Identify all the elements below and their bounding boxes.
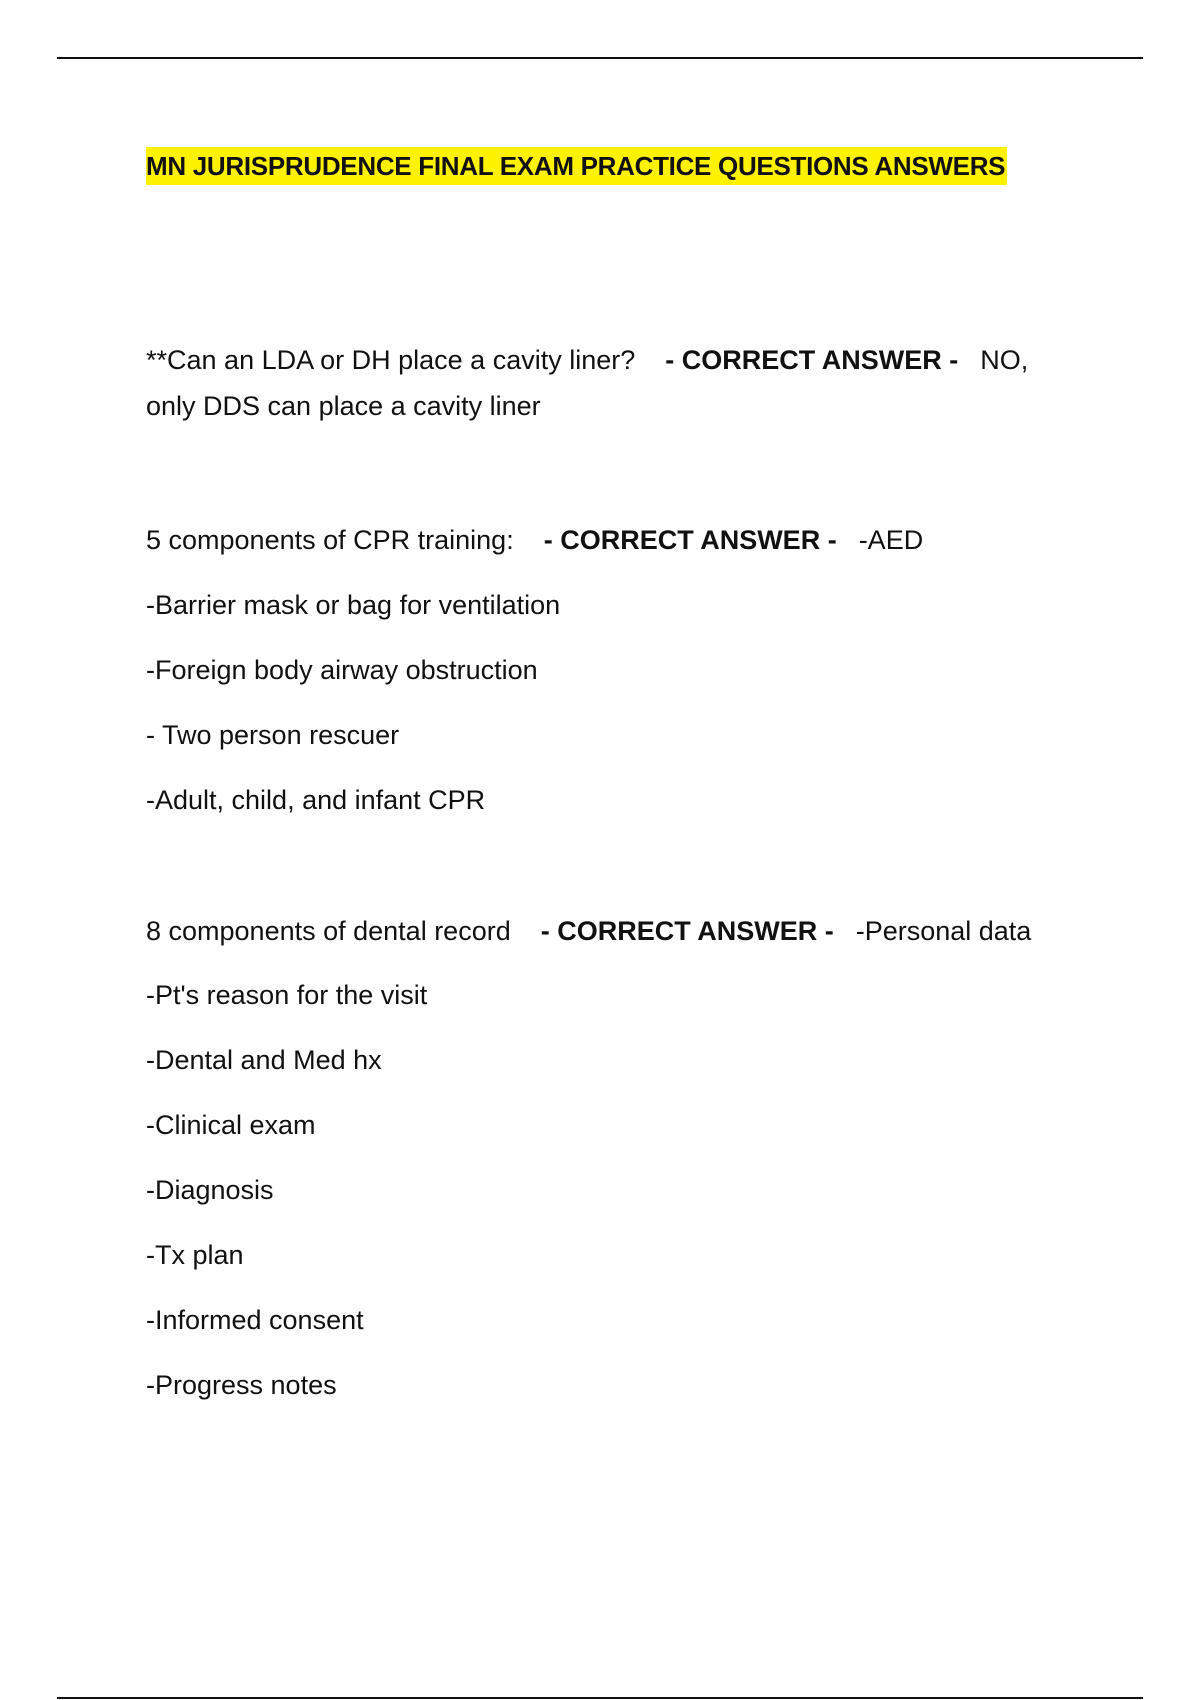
answer-list-item: -Barrier mask or bag for ventilation (146, 590, 561, 620)
answer-continuation: only DDS can place a cavity liner (146, 391, 541, 421)
answer-list-item: -Dental and Med hx (146, 1045, 382, 1075)
answer-list-item: -Informed consent (146, 1305, 364, 1335)
answer-list-item: -Diagnosis (146, 1175, 274, 1205)
qa-item-cavity-liner (146, 337, 1096, 429)
answer-list-item: -Foreign body airway obstruction (146, 655, 538, 685)
answer-list-item: -Clinical exam (146, 1110, 316, 1140)
question-line (146, 337, 1096, 383)
question-text: 8 components of dental record (146, 916, 511, 946)
question-line (146, 517, 1096, 582)
answer-list-item: -Pt's reason for the visit (146, 980, 428, 1010)
question-text: **Can an LDA or DH place a cavity liner? (146, 345, 636, 375)
answer-list-item: -Progress notes (146, 1370, 337, 1400)
qa-item-dental-record (146, 908, 1096, 1427)
question-line (146, 908, 1096, 972)
correct-answer-marker: - CORRECT ANSWER - (665, 345, 959, 375)
correct-answer-marker: - CORRECT ANSWER - (543, 525, 837, 555)
answer-list-item: - Two person rescuer (146, 720, 400, 750)
qa-item-cpr-training (146, 517, 1096, 842)
header-rule (57, 57, 1143, 59)
document-title: MN JURISPRUDENCE FINAL EXAM PRACTICE QUESTIONS ANSWERS (146, 147, 1007, 185)
answer-list-item: -Tx plan (146, 1240, 244, 1270)
question-text: 5 components of CPR training: (146, 525, 514, 555)
footer-rule (57, 1697, 1143, 1699)
answer-list-item: -Adult, child, and infant CPR (146, 785, 486, 815)
correct-answer-marker: - CORRECT ANSWER - (540, 916, 834, 946)
answer-text: -Personal data (855, 916, 1032, 946)
answer-text: NO, (980, 345, 1029, 375)
answer-text: -AED (858, 525, 924, 555)
